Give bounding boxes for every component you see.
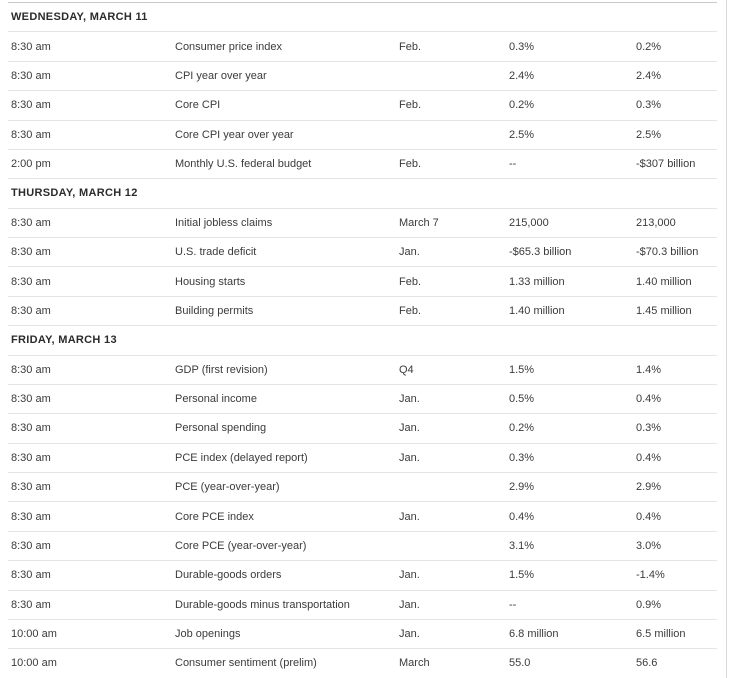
table-row [8,62,717,91]
report-cell: Consumer sentiment (prelim) [175,657,317,670]
previous-cell: 0.4% [636,451,662,464]
table-row [8,150,717,179]
table-row [8,297,717,326]
table-row [8,620,717,649]
report-cell: Durable-goods orders [175,569,282,582]
table-row [8,444,717,473]
report-cell: PCE index (delayed report) [175,451,308,464]
report-cell: GDP (first revision) [175,363,268,376]
previous-cell: 56.6 [636,657,658,670]
forecast-cell: 0.2% [509,99,535,112]
date-header-label: THURSDAY, MARCH 12 [11,187,138,200]
forecast-cell: -$65.3 billion [509,246,572,259]
forecast-cell: 1.33 million [509,275,565,288]
table-row [8,356,717,385]
previous-cell: -1.4% [636,569,665,582]
table-row [8,502,717,531]
period-cell: Q4 [399,363,414,376]
period-cell: Feb. [399,275,422,288]
forecast-cell: -- [509,598,517,611]
time-cell: 8:30 am [11,99,51,112]
report-cell: PCE (year-over-year) [175,481,280,494]
table-row [8,32,717,61]
forecast-cell: -- [509,158,517,171]
period-cell: Feb. [399,304,422,317]
table-row [8,267,717,296]
table-row [8,561,717,590]
forecast-cell: 1.5% [509,363,535,376]
economic-calendar-table [8,2,717,678]
table-row [8,385,717,414]
forecast-cell: 0.4% [509,510,535,523]
period-cell: Jan. [399,422,420,435]
time-cell: 8:30 am [11,539,51,552]
forecast-cell: 1.40 million [509,304,565,317]
time-cell: 8:30 am [11,569,51,582]
time-cell: 8:30 am [11,481,51,494]
forecast-cell: 2.4% [509,69,535,82]
previous-cell: 1.40 million [636,275,692,288]
period-cell: March [399,657,430,670]
report-cell: Core PCE index [175,510,254,523]
period-cell: Jan. [399,598,420,611]
report-cell: Durable-goods minus transportation [175,598,350,611]
previous-cell: 1.4% [636,363,662,376]
date-header-row [8,326,717,355]
time-cell: 8:30 am [11,69,51,82]
table-row [8,209,717,238]
previous-cell: -$70.3 billion [636,246,699,259]
table-row [8,649,717,678]
forecast-cell: 0.5% [509,393,535,406]
forecast-cell: 2.9% [509,481,535,494]
time-cell: 8:30 am [11,598,51,611]
time-cell: 8:30 am [11,451,51,464]
report-cell: Monthly U.S. federal budget [175,158,312,171]
previous-cell: 2.9% [636,481,662,494]
date-header-row [8,3,717,32]
previous-cell: 0.9% [636,598,662,611]
report-cell: Job openings [175,628,241,641]
previous-cell: 1.45 million [636,304,692,317]
period-cell: Jan. [399,451,420,464]
table-row [8,532,717,561]
report-cell: Core CPI year over year [175,128,294,141]
report-cell: Personal spending [175,422,267,435]
forecast-cell: 0.2% [509,422,535,435]
table-row [8,238,717,267]
previous-cell: 0.3% [636,99,662,112]
time-cell: 8:30 am [11,422,51,435]
previous-cell: 0.4% [636,510,662,523]
time-cell: 2:00 pm [11,158,51,171]
period-cell: Jan. [399,569,420,582]
table-row [8,473,717,502]
time-cell: 8:30 am [11,510,51,523]
forecast-cell: 3.1% [509,539,535,552]
time-cell: 8:30 am [11,275,51,288]
time-cell: 10:00 am [11,628,57,641]
report-cell: Housing starts [175,275,246,288]
report-cell: Initial jobless claims [175,216,273,229]
report-cell: Consumer price index [175,40,282,53]
forecast-cell: 2.5% [509,128,535,141]
report-cell: Personal income [175,393,257,406]
date-header-row [8,179,717,208]
period-cell: March 7 [399,216,439,229]
forecast-cell: 6.8 million [509,628,559,641]
forecast-cell: 1.5% [509,569,535,582]
forecast-cell: 0.3% [509,451,535,464]
period-cell: Jan. [399,510,420,523]
time-cell: 10:00 am [11,657,57,670]
period-cell: Jan. [399,628,420,641]
report-cell: CPI year over year [175,69,267,82]
time-cell: 8:30 am [11,393,51,406]
previous-cell: 213,000 [636,216,676,229]
date-header-label: WEDNESDAY, MARCH 11 [11,11,148,24]
period-cell: Feb. [399,40,422,53]
report-cell: Core PCE (year-over-year) [175,539,307,552]
previous-cell: 3.0% [636,539,662,552]
period-cell: Feb. [399,99,422,112]
period-cell: Jan. [399,246,420,259]
period-cell: Feb. [399,158,422,171]
time-cell: 8:30 am [11,216,51,229]
table-row [8,591,717,620]
previous-cell: 0.3% [636,422,662,435]
report-cell: Building permits [175,304,254,317]
previous-cell: 0.4% [636,393,662,406]
forecast-cell: 0.3% [509,40,535,53]
time-cell: 8:30 am [11,304,51,317]
previous-cell: -$307 billion [636,158,696,171]
report-cell: U.S. trade deficit [175,246,257,259]
date-header-label: FRIDAY, MARCH 13 [11,334,117,347]
time-cell: 8:30 am [11,363,51,376]
forecast-cell: 55.0 [509,657,531,670]
period-cell: Jan. [399,393,420,406]
table-row [8,121,717,150]
previous-cell: 0.2% [636,40,662,53]
previous-cell: 2.4% [636,69,662,82]
previous-cell: 2.5% [636,128,662,141]
time-cell: 8:30 am [11,246,51,259]
time-cell: 8:30 am [11,128,51,141]
forecast-cell: 215,000 [509,216,549,229]
vertical-divider [726,0,727,678]
table-row [8,414,717,443]
time-cell: 8:30 am [11,40,51,53]
previous-cell: 6.5 million [636,628,686,641]
report-cell: Core CPI [175,99,221,112]
table-row [8,91,717,120]
